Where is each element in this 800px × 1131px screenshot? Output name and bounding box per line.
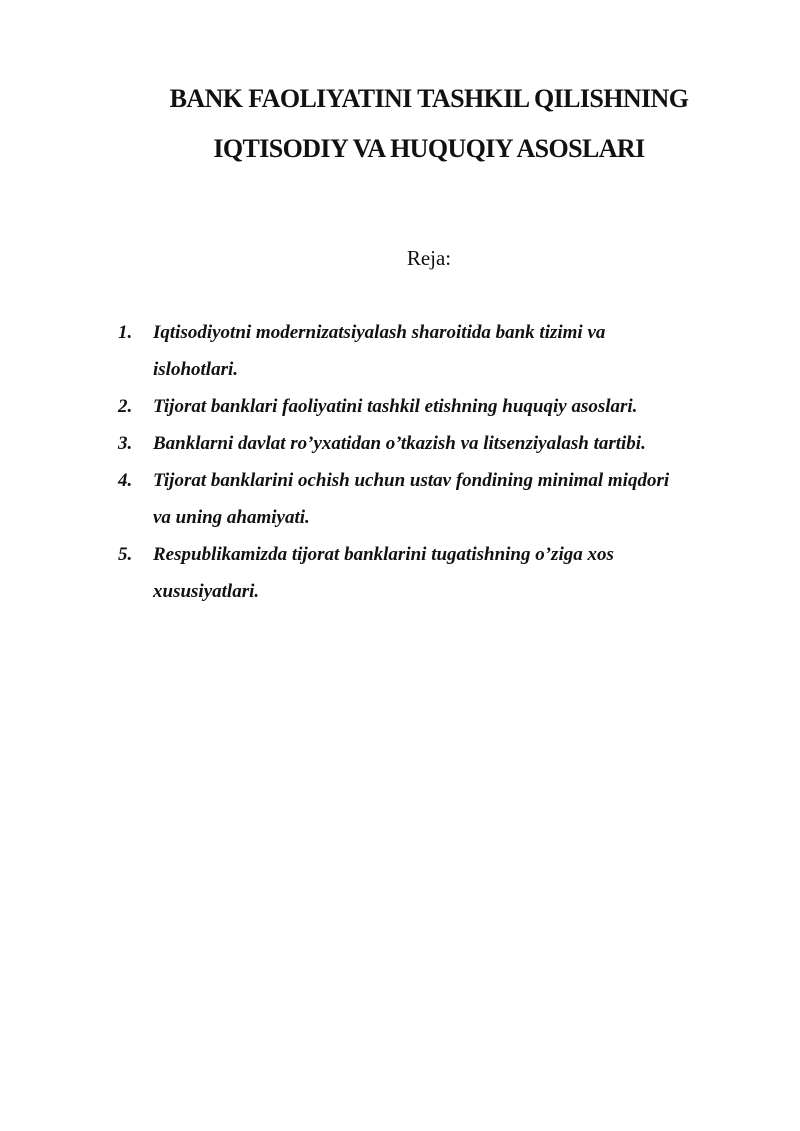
plan-item-number: 2. — [118, 396, 133, 417]
plan-heading: Reja: — [406, 246, 452, 270]
plan-item-number: 4. — [118, 470, 133, 491]
plan-item-line: va uning ahamiyati. — [153, 507, 310, 528]
plan-item-number: 1. — [118, 322, 133, 343]
document-title-line-1: BANK FAOLIYATINI TASHKIL QILISHNING — [169, 84, 689, 113]
plan-item-4 — [118, 462, 748, 536]
plan-item-text — [153, 388, 748, 425]
plan-item-text — [153, 536, 748, 610]
plan-item-1 — [118, 314, 748, 388]
plan-item-text — [153, 314, 748, 388]
plan-item-line: islohotlari. — [153, 359, 238, 380]
document-title — [118, 74, 740, 174]
plan-item-text — [153, 462, 748, 536]
plan-item-3 — [118, 425, 748, 462]
plan-item-5 — [118, 536, 748, 610]
plan-item-line: xususiyatlari. — [153, 581, 260, 602]
plan-item-number: 3. — [118, 433, 133, 454]
plan-item-line: Banklarni davlat ro’yxatidan o’tkazish va litsenziyalash tartibi. — [153, 433, 646, 454]
plan-item-line: Respublikamizda tijorat banklarini tugatishning o’ziga xos — [153, 544, 614, 565]
plan-item-line: Tijorat banklari faoliyatini tashkil etishning huquqiy asoslari. — [153, 396, 638, 417]
plan-item-2 — [118, 388, 748, 425]
plan-item-line: Iqtisodiyotni modernizatsiyalash sharoitida bank tizimi va — [153, 322, 606, 343]
document-title-line-2: IQTISODIY VA HUQUQIY ASOSLARI — [213, 134, 645, 163]
plan-list — [118, 314, 748, 610]
plan-item-line: Tijorat banklarini ochish uchun ustav fondining minimal miqdori — [153, 470, 670, 491]
plan-item-text — [153, 425, 748, 462]
plan-item-number: 5. — [118, 544, 133, 565]
